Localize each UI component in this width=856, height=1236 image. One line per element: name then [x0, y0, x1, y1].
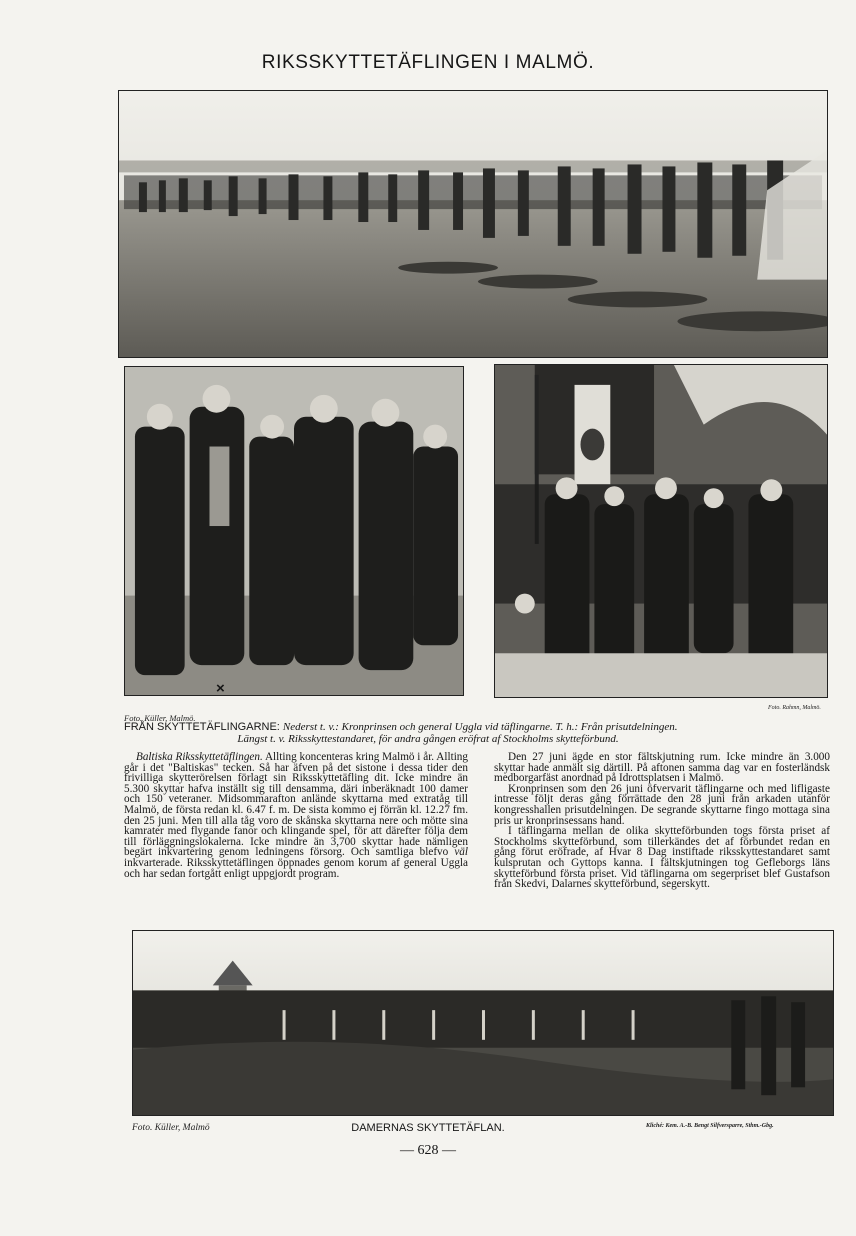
photo-womens-shooting	[132, 930, 834, 1116]
article-paragraph: Baltiska Riksskyttetäflingen. Allting koncenteras kring Malmö i år. Allting går i det "Baltiskas" tecken. Så har äfven på det sistone i dessa tider den frivilliga skytterörelsen förlagt sin Riksskyttetäfling dit. Icke mindre än 5.300 skyttar hafva inställt sig till densamma, däri inberäknadt 100 damer och 150 veteraner. Midsommarafton anlände skyttarna med extratåg till Malmö, de första redan kl. 6.47 f. m. De sista kommo ej förrän kl. 12.27 fm. den 25 juni. Men till alla tåg voro de skånska skyttarna nere och mötte sina kamrater med flygande fanor och klingande spel, för att därefter följa dem till förläggningslokalerna. Icke mindre än 3,700 skyttar hade nämligen begärt inkvartering genom ledningens försorg. Och samtliga blefvo väl inkvarterade. Riksskyttetäflingen öppnades genom korum af general Uggla och har sedan fortgått enligt uppgjordt program.	[124, 751, 468, 880]
caption-label: FRÅN SKYTTETÄFLINGARNE:	[124, 721, 280, 733]
bottom-photo-caption: DAMERNAS SKYTTETÄFLAN.	[351, 1122, 505, 1134]
article-paragraph: Kronprinsen som den 26 juni öfvervarit täflingarne och med lifligaste intresse följt deras gång förrättade den 28 juni från arkaden utanför kongresshallen prisutdelningen. De segrande skyttarne fingo mottaga sina pris ur kronprinsessans hand.	[494, 782, 830, 827]
page-title: RIKSSKYTTETÄFLINGEN I MALMÖ.	[261, 52, 595, 73]
article-lead: Baltiska Riksskyttetäflingen.	[136, 751, 263, 763]
photo-crown-prince-and-general	[124, 366, 464, 696]
shooting-range-illustration	[119, 91, 827, 357]
caption-text: Nederst t. v.: Kronprinsen och general Uggla vid täflingarne. T. h.: Från prisutdelningen.	[282, 721, 678, 733]
caption-headline	[124, 722, 677, 733]
cliche-credit: Kliché: Kem. A.-B. Bengt Silfversparre, Sthm.-Gbg.	[646, 1123, 774, 1129]
page-number: — 628 —	[400, 1143, 456, 1158]
photo-credit-left: Foto. Küller, Malmö.	[124, 713, 196, 723]
photo-prize-ceremony	[494, 364, 828, 698]
photo-credit-right: Foto. Rahmn, Malmö.	[768, 705, 821, 711]
caption-subline: Längst t. v. Riksskyttestandaret, för andra gången eröfrat af Stockholms skytteförbund.	[237, 733, 619, 745]
womens-shooting-illustration	[133, 931, 833, 1115]
officers-illustration	[125, 367, 463, 695]
photo-mark: ×	[216, 680, 225, 697]
article-left-column	[124, 752, 468, 879]
ceremony-illustration	[495, 365, 827, 697]
article-paragraph: I täflingarna mellan de olika skytteförbunden togs första priset af Stockholms skytteförbund, som tillerkändes det af förbundet redan en gång förut eröfrade, af Hvar 8 Dag instiftade riksskyttestandaret samt kulsprutan och Gyttops kanna. I fältskjutningen tog Gefleborgs läns skytteförbund första priset. Vid täflingarna om segerpriset blef Gustafson från Skedvi, Dalarnes skytteförbund, segerskytt.	[494, 825, 830, 891]
photo-credit-bottom-left: Foto. Küller, Malmö	[132, 1123, 210, 1133]
article-paragraph: Den 27 juni ägde en stor fältskjutning rum. Icke mindre än 3.000 skyttar hade anmält sig därtill. På aftonen samma dag var en fosterländsk medborgarfäst anordnad på Idrottsplatsen i Malmö.	[494, 751, 830, 785]
photo-shooting-range	[118, 90, 828, 358]
article-right-column	[494, 752, 830, 890]
